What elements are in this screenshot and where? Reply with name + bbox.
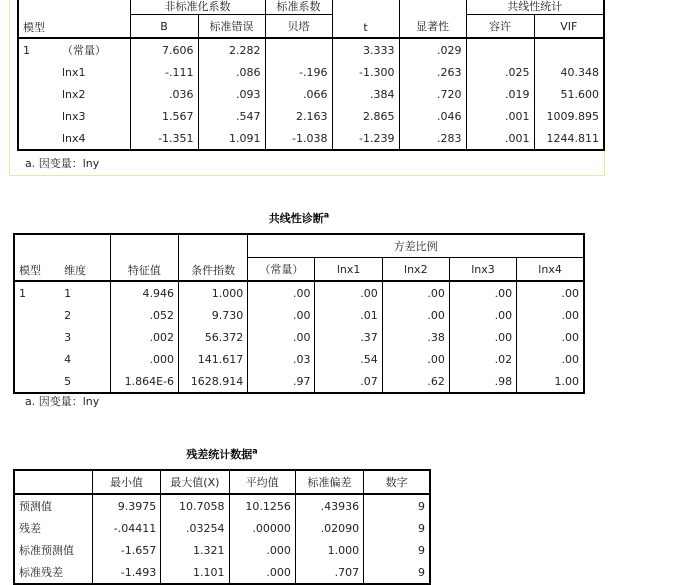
cell-prop-constant: .00	[248, 304, 315, 326]
cell-prop-lnx1: .00	[315, 281, 382, 304]
cell-n: 9	[364, 494, 430, 517]
row-dimension: 2	[64, 308, 72, 322]
col-tolerance-header: 容许	[466, 15, 534, 39]
cell-prop-lnx2: .00	[382, 348, 449, 370]
table-row	[14, 494, 430, 517]
cell-vif: 1009.895	[534, 105, 604, 127]
row-dimension: 5	[64, 374, 72, 388]
cell-eigenvalue: .052	[110, 304, 178, 326]
row-model	[14, 348, 60, 370]
table-row	[18, 83, 604, 105]
table-row	[18, 61, 604, 83]
cell-condition-index: 9.730	[179, 304, 248, 326]
cell-stddev: 1.000	[295, 539, 363, 561]
table-row	[14, 517, 430, 539]
cell-vif: 51.600	[534, 83, 604, 105]
cell-prop-lnx3: .00	[449, 281, 516, 304]
cell-prop-lnx2: .62	[382, 370, 449, 393]
cell-prop-constant: .97	[248, 370, 315, 393]
collinearity-title-text: 共线性诊断	[268, 212, 324, 225]
cell-beta: 2.163	[265, 105, 332, 127]
cell-prop-constant: .00	[248, 281, 315, 304]
cell-n: 9	[364, 561, 430, 584]
cell-prop-lnx4: .00	[517, 281, 584, 304]
cell-prop-lnx4: 1.00	[517, 370, 584, 393]
cell-mean: .000	[229, 561, 295, 584]
cell-prop-constant: .00	[248, 326, 315, 348]
cell-b: 7.606	[130, 38, 198, 61]
cell-condition-index: 56.372	[179, 326, 248, 348]
col-sig-header: 显著性	[399, 0, 466, 38]
cell-tolerance: .001	[466, 105, 534, 127]
cell-sig: .046	[399, 105, 466, 127]
residuals-title-sup: a	[252, 446, 258, 456]
table-row	[14, 561, 430, 584]
cell-prop-lnx1: .07	[315, 370, 382, 393]
cell-prop-lnx3: .00	[449, 326, 516, 348]
group-unstandardized-header: 非标准化系数	[130, 0, 265, 15]
row-variable: lnx3	[62, 109, 86, 123]
col-b-header: B	[130, 15, 198, 39]
cell-t: 2.865	[332, 105, 399, 127]
col-mean-header: 平均值	[229, 470, 295, 494]
cell-stddev: .02090	[295, 517, 363, 539]
corner-header	[14, 470, 92, 494]
row-variable: （常量）	[62, 44, 106, 57]
collinearity-title	[13, 210, 585, 226]
cell-t: -1.300	[332, 61, 399, 83]
cell-eigenvalue: .002	[110, 326, 178, 348]
row-variable: lnx1	[62, 65, 86, 79]
coefficients-table	[17, 0, 605, 151]
table-row	[14, 539, 430, 561]
cell-prop-lnx2: .00	[382, 281, 449, 304]
cell-min: -.04411	[92, 517, 160, 539]
row-label: 预测值	[19, 500, 52, 513]
row-dimension: 3	[64, 330, 72, 344]
cell-sig: .283	[399, 127, 466, 150]
cell-max: 1.321	[161, 539, 229, 561]
table-row	[14, 281, 584, 304]
cell-prop-constant: .03	[248, 348, 315, 370]
row-label: 标准预测值	[19, 544, 74, 557]
table-row	[18, 127, 604, 150]
group-variance-proportions-header: 方差比例	[248, 234, 584, 258]
group-standardized-header: 标准系数	[265, 0, 332, 15]
cell-prop-lnx2: .38	[382, 326, 449, 348]
cell-n: 9	[364, 517, 430, 539]
col-max-header: 最大值(X)	[161, 470, 229, 494]
cell-prop-lnx1: .37	[315, 326, 382, 348]
cell-t: .384	[332, 83, 399, 105]
cell-n: 9	[364, 539, 430, 561]
cell-prop-lnx4: .00	[517, 326, 584, 348]
cell-beta: -1.038	[265, 127, 332, 150]
table-row	[14, 348, 584, 370]
col-stddev-header: 标准偏差	[295, 470, 363, 494]
cell-se: .547	[198, 105, 265, 127]
row-variable: lnx4	[58, 127, 130, 150]
col-condition-index-header: 条件指数	[179, 234, 248, 281]
row-label: 残差	[19, 522, 41, 535]
cell-sig: .263	[399, 61, 466, 83]
cell-tolerance: .025	[466, 61, 534, 83]
row-model	[14, 370, 60, 393]
cell-prop-lnx2: .00	[382, 304, 449, 326]
row-model: 1	[19, 286, 26, 300]
table-row	[18, 38, 604, 61]
cell-tolerance	[466, 38, 534, 61]
cell-max: 10.7058	[161, 494, 229, 517]
cell-b: -1.351	[130, 127, 198, 150]
row-variable: lnx2	[62, 87, 86, 101]
cell-condition-index: 1628.914	[179, 370, 248, 393]
row-model	[18, 61, 58, 83]
col-eigenvalue-header: 特征值	[110, 234, 178, 281]
cell-min: -1.493	[92, 561, 160, 584]
cell-se: .093	[198, 83, 265, 105]
cell-stddev: .43936	[295, 494, 363, 517]
cell-vif: 40.348	[534, 61, 604, 83]
col-min-header: 最小值	[92, 470, 160, 494]
cell-b: -.111	[130, 61, 198, 83]
cell-beta: .066	[265, 83, 332, 105]
table-row	[14, 326, 584, 348]
table-row	[18, 105, 604, 127]
row-label: 标准残差	[19, 566, 63, 579]
col-t-header: t	[332, 0, 399, 38]
residual-statistics-table	[13, 469, 431, 585]
cell-prop-lnx1: .01	[315, 304, 382, 326]
table-row	[14, 304, 584, 326]
cell-condition-index: 141.617	[179, 348, 248, 370]
cell-eigenvalue: 1.864E-6	[110, 370, 178, 393]
col-vif-header: VIF	[534, 15, 604, 39]
cell-mean: 10.1256	[229, 494, 295, 517]
cell-tolerance: .019	[466, 83, 534, 105]
row-dimension: 1	[64, 286, 72, 300]
cell-eigenvalue: 4.946	[110, 281, 178, 304]
collinearity-footnote: a. 因变量：lny	[25, 395, 100, 408]
col-dimension-header: 维度	[60, 234, 110, 281]
row-model	[14, 326, 60, 348]
row-model	[18, 105, 58, 127]
col-constant-header: （常量）	[248, 258, 315, 282]
cell-mean: .000	[229, 539, 295, 561]
cell-stddev: .707	[295, 561, 363, 584]
col-beta-header: 贝塔	[265, 15, 332, 39]
cell-t: 3.333	[332, 38, 399, 61]
cell-b: .036	[130, 83, 198, 105]
cell-prop-lnx4: .00	[517, 348, 584, 370]
row-model: 1	[18, 38, 58, 61]
cell-beta: -.196	[265, 61, 332, 83]
coefficients-footnote: a. 因变量：lny	[25, 157, 100, 170]
cell-se: 1.091	[198, 127, 265, 150]
cell-min: -1.657	[92, 539, 160, 561]
cell-vif: 1244.811	[534, 127, 604, 150]
cell-max: 1.101	[161, 561, 229, 584]
col-lnx4-header: lnx4	[517, 258, 584, 282]
col-model-header: 模型	[14, 234, 60, 281]
cell-mean: .00000	[229, 517, 295, 539]
cell-beta	[265, 38, 332, 61]
residuals-title-text: 残差统计数据	[186, 448, 253, 461]
cell-vif	[534, 38, 604, 61]
col-se-header: 标准错误	[198, 15, 265, 39]
col-lnx1-header: lnx1	[315, 258, 382, 282]
group-collinearity-header: 共线性统计	[466, 0, 604, 15]
residuals-title	[13, 446, 431, 462]
cell-tolerance: .001	[466, 127, 534, 150]
cell-prop-lnx3: .98	[449, 370, 516, 393]
cell-sig: .720	[399, 83, 466, 105]
cell-eigenvalue: .000	[110, 348, 178, 370]
cell-min: 9.3975	[92, 494, 160, 517]
col-n-header: 数字	[364, 470, 430, 494]
row-model	[14, 304, 60, 326]
row-model	[18, 83, 58, 105]
cell-prop-lnx4: .00	[517, 304, 584, 326]
cell-prop-lnx3: .00	[449, 304, 516, 326]
cell-b: 1.567	[130, 105, 198, 127]
cell-t: -1.239	[332, 127, 399, 150]
cell-prop-lnx1: .54	[315, 348, 382, 370]
col-lnx2-header: lnx2	[382, 258, 449, 282]
collinearity-table	[13, 233, 585, 394]
cell-prop-lnx3: .02	[449, 348, 516, 370]
col-lnx3-header: lnx3	[449, 258, 516, 282]
row-model	[18, 127, 58, 150]
cell-max: .03254	[161, 517, 229, 539]
cell-se: .086	[198, 61, 265, 83]
cell-se: 2.282	[198, 38, 265, 61]
cell-sig: .029	[399, 38, 466, 61]
row-dimension: 4	[64, 352, 72, 366]
col-model-header: 模型	[18, 0, 130, 38]
table-row	[14, 370, 584, 393]
cell-condition-index: 1.000	[179, 281, 248, 304]
collinearity-title-sup: a	[323, 210, 330, 220]
